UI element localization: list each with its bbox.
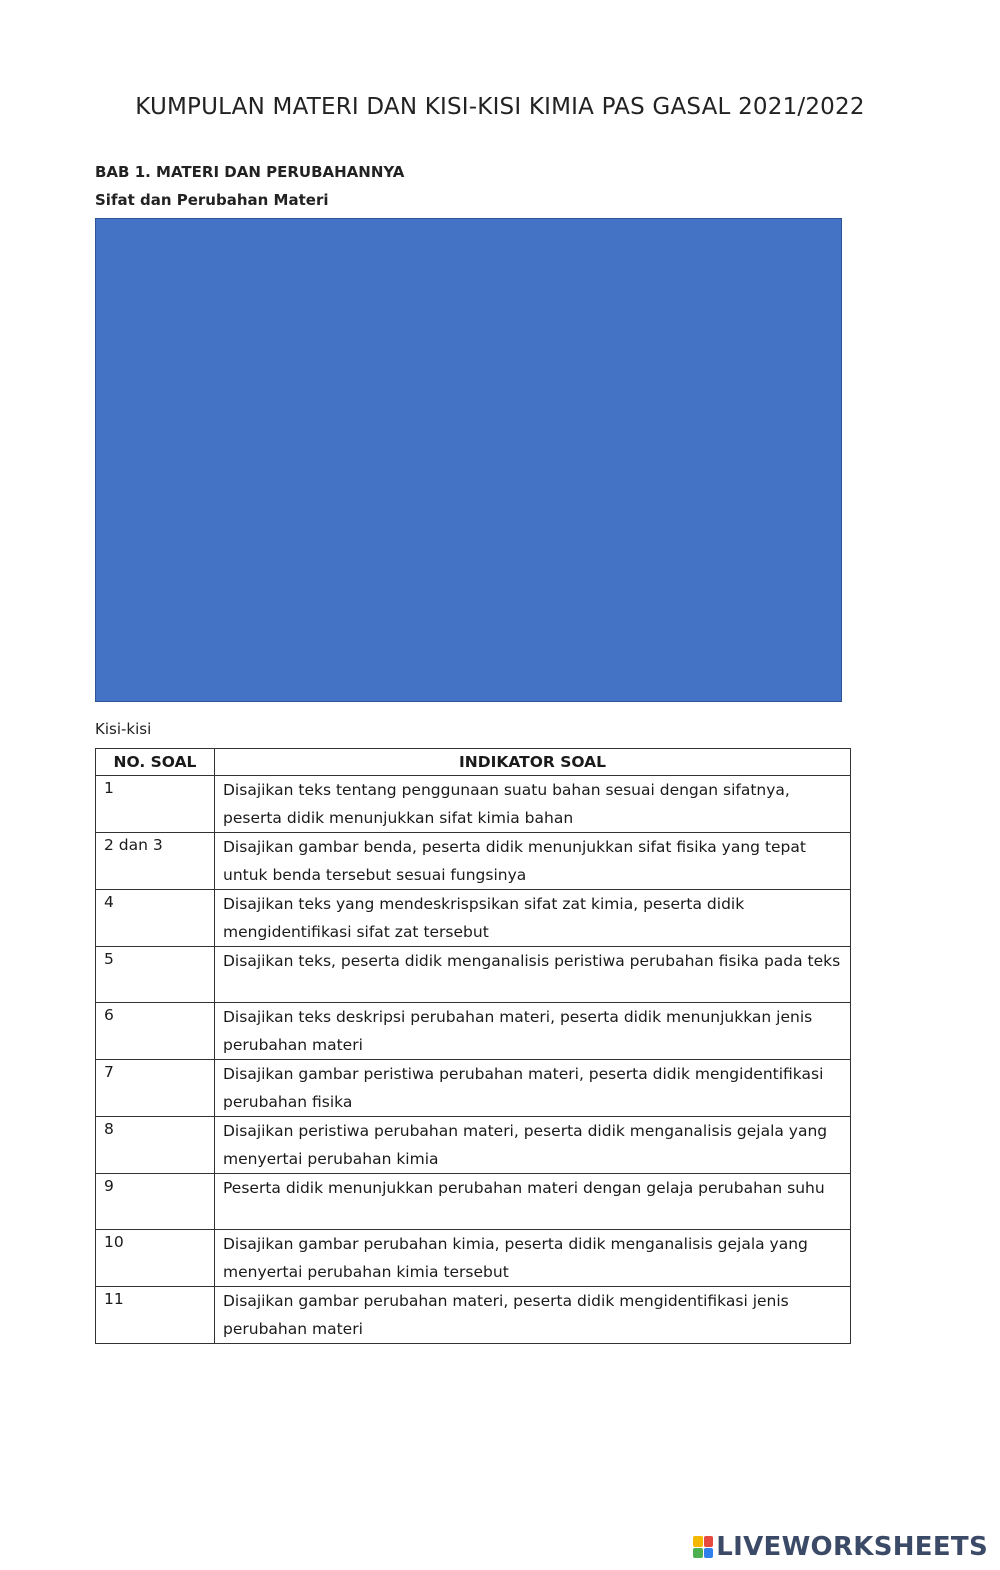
cell-no-soal: 10 xyxy=(96,1230,215,1287)
table-row xyxy=(96,1060,851,1117)
kisi-kisi-table xyxy=(95,748,851,1344)
cell-no-soal: 1 xyxy=(96,776,215,833)
chapter-heading: BAB 1. MATERI DAN PERUBAHANNYA xyxy=(95,163,405,181)
table-row xyxy=(96,776,851,833)
liveworksheets-logo-text: LIVEWORKSHEETS xyxy=(716,1532,988,1562)
cell-indikator-soal: Disajikan peristiwa perubahan materi, peserta didik menganalisis gejala yang menyertai perubahan kimia xyxy=(215,1117,851,1174)
logo-square-3 xyxy=(693,1548,703,1559)
cell-no-soal: 7 xyxy=(96,1060,215,1117)
cell-indikator-soal: Disajikan teks deskripsi perubahan materi, peserta didik menunjukkan jenis perubahan materi xyxy=(215,1003,851,1060)
table-header-row xyxy=(96,749,851,776)
cell-no-soal: 11 xyxy=(96,1287,215,1344)
liveworksheets-logo xyxy=(693,1532,988,1562)
table-row xyxy=(96,1174,851,1230)
cell-indikator-soal: Disajikan teks tentang penggunaan suatu bahan sesuai dengan sifatnya, peserta didik menunjukkan sifat kimia bahan xyxy=(215,776,851,833)
cell-no-soal: 9 xyxy=(96,1174,215,1230)
table-row xyxy=(96,947,851,1003)
cell-no-soal: 8 xyxy=(96,1117,215,1174)
cell-no-soal: 2 dan 3 xyxy=(96,833,215,890)
table-row xyxy=(96,1230,851,1287)
image-placeholder-box xyxy=(95,218,842,702)
table-row xyxy=(96,1287,851,1344)
cell-indikator-soal: Disajikan gambar benda, peserta didik menunjukkan sifat fisika yang tepat untuk benda tersebut sesuai fungsinya xyxy=(215,833,851,890)
header-indikator-soal: INDIKATOR SOAL xyxy=(215,749,851,776)
cell-indikator-soal: Disajikan gambar perubahan kimia, peserta didik menganalisis gejala yang menyertai perubahan kimia tersebut xyxy=(215,1230,851,1287)
liveworksheets-logo-icon xyxy=(693,1536,713,1558)
cell-indikator-soal: Disajikan teks, peserta didik menganalisis peristiwa perubahan fisika pada teks xyxy=(215,947,851,1003)
table-row xyxy=(96,890,851,947)
table-row xyxy=(96,1003,851,1060)
cell-no-soal: 4 xyxy=(96,890,215,947)
cell-no-soal: 6 xyxy=(96,1003,215,1060)
kisi-kisi-label: Kisi-kisi xyxy=(95,720,152,738)
cell-indikator-soal: Peserta didik menunjukkan perubahan materi dengan gelaja perubahan suhu xyxy=(215,1174,851,1230)
cell-no-soal: 5 xyxy=(96,947,215,1003)
cell-indikator-soal: Disajikan teks yang mendeskrispsikan sifat zat kimia, peserta didik mengidentifikasi sifat zat tersebut xyxy=(215,890,851,947)
table-row xyxy=(96,833,851,890)
cell-indikator-soal: Disajikan gambar peristiwa perubahan materi, peserta didik mengidentifikasi perubahan fisika xyxy=(215,1060,851,1117)
cell-indikator-soal: Disajikan gambar perubahan materi, peserta didik mengidentifikasi jenis perubahan materi xyxy=(215,1287,851,1344)
logo-square-2 xyxy=(704,1536,714,1547)
document-title: KUMPULAN MATERI DAN KISI-KISI KIMIA PAS GASAL 2021/2022 xyxy=(135,94,865,120)
subchapter-heading: Sifat dan Perubahan Materi xyxy=(95,191,329,209)
logo-square-4 xyxy=(704,1548,714,1559)
table-row xyxy=(96,1117,851,1174)
header-no-soal: NO. SOAL xyxy=(96,749,215,776)
logo-square-1 xyxy=(693,1536,703,1547)
